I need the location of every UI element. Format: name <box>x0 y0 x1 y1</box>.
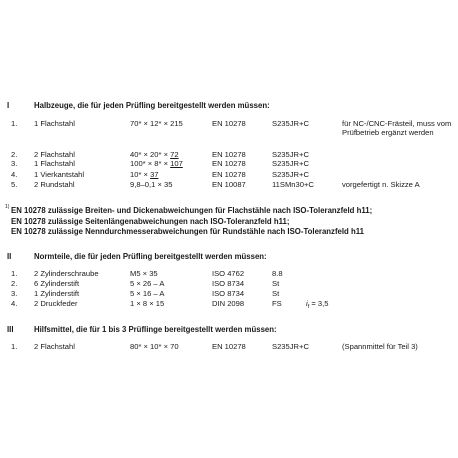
s1-row-1-note: für NC-/CNC-Frästeil, muss vom Prüfbetrieb ergänzt werden <box>342 119 452 137</box>
s3-row-1-dimension: 80* × 10* × 70 <box>130 342 179 351</box>
s1-row-4-item: 1 Vierkantstahl <box>34 170 85 179</box>
s1-row-5-note: vorgefertigt n. Skizze A <box>342 180 420 189</box>
s1-row-2-item: 2 Flachstahl <box>34 150 75 159</box>
s2-row-4-norm: DIN 2098 <box>212 299 245 308</box>
s2-row-4-spring-ratio: $i_f = 3,5$ <box>306 299 329 310</box>
s1-row-3-num: 3. <box>11 159 18 168</box>
s1-row-3-norm: EN 10278 <box>212 159 246 168</box>
s3-row-1-note: (Spannmittel für Teil 3) <box>342 342 418 351</box>
s1-row-5-material: 11SMn30+C <box>272 180 314 189</box>
s1-row-3-material: S235JR+C <box>272 159 309 168</box>
s2-row-1-material: 8.8 <box>272 269 283 278</box>
s2-row-3-item: 1 Zylinderstift <box>34 289 80 298</box>
s2-row-2-item: 6 Zylinderstift <box>34 279 80 288</box>
s1-row-3-item: 1 Flachstahl <box>34 159 75 168</box>
s1-row-4-material: S235JR+C <box>272 170 309 179</box>
s1-row-4-num: 4. <box>11 170 18 179</box>
s1-row-3-dimension: 100* × 8* × 107 <box>130 159 183 168</box>
s1-row-1-dimension: 70* × 12* × 215 <box>130 119 183 128</box>
s1-row-5-norm: EN 10087 <box>212 180 246 189</box>
section-1-roman: I <box>7 101 10 110</box>
s3-row-1-item: 2 Flachstahl <box>34 342 75 351</box>
section-3-heading: Hilfsmittel, die für 1 bis 3 Prüflinge bereitgestellt werden müssen: <box>34 325 277 334</box>
footnote-line-2: EN 10278 zulässige Seitenlängenabweichungen nach ISO-Toleranzfeld h11; <box>11 217 290 226</box>
s2-row-4-item: 2 Druckfeder <box>34 299 78 308</box>
s2-row-3-num: 3. <box>11 289 18 298</box>
s2-row-2-material: St <box>272 279 280 288</box>
s2-row-3-dimension: 5 × 16 – A <box>130 289 165 298</box>
s2-row-2-norm: ISO 8734 <box>212 279 245 288</box>
s1-row-5-dimension: 9,8–0,1 × 35 <box>130 180 173 189</box>
s2-row-1-item: 2 Zylinderschraube <box>34 269 99 278</box>
s2-row-2-dimension: 5 × 26 – A <box>130 279 165 288</box>
s1-row-1-item: 1 Flachstahl <box>34 119 75 128</box>
section-2-roman: II <box>7 252 12 261</box>
s1-row-2-num: 2. <box>11 150 18 159</box>
section-2-heading: Normteile, die für jeden Prüfling bereitgestellt werden müssen: <box>34 252 267 261</box>
s1-row-4-norm: EN 10278 <box>212 170 246 179</box>
s2-row-1-norm: ISO 4762 <box>212 269 245 278</box>
s2-row-2-num: 2. <box>11 279 18 288</box>
s2-row-1-num: 1. <box>11 269 18 278</box>
s3-row-1-num: 1. <box>11 342 18 351</box>
s2-row-1-dimension: M5 × 35 <box>130 269 158 278</box>
footnote-line-3: EN 10278 zulässige Nenndurchmesserabweichungen für Rundstähle nach ISO-Toleranzfeld h11 <box>11 227 364 236</box>
s1-row-2-material: S235JR+C <box>272 150 309 159</box>
s1-row-2-norm: EN 10278 <box>212 150 246 159</box>
s1-row-5-item: 2 Rundstahl <box>34 180 75 189</box>
footnote-mark: 1) <box>5 204 10 210</box>
section-3-roman: III <box>7 325 14 334</box>
s3-row-1-material: S235JR+C <box>272 342 309 351</box>
s3-row-1-norm: EN 10278 <box>212 342 246 351</box>
s1-row-5-num: 5. <box>11 180 18 189</box>
footnote-line-1: EN 10278 zulässige Breiten- und Dickenabweichungen für Flachstähle nach ISO-Toleranzfeld h11; <box>11 206 373 215</box>
s2-row-4-num: 4. <box>11 299 18 308</box>
s2-row-3-material: St <box>272 289 280 298</box>
s1-row-4-dimension: 10* × 37 <box>130 170 159 179</box>
s1-row-1-material: S235JR+C <box>272 119 309 128</box>
s1-row-1-num: 1. <box>11 119 18 128</box>
s1-row-2-dimension: 40* × 20* × 72 <box>130 150 179 159</box>
section-1-heading: Halbzeuge, die für jeden Prüfling bereitgestellt werden müssen: <box>34 101 270 110</box>
s2-row-3-norm: ISO 8734 <box>212 289 245 298</box>
s1-row-1-norm: EN 10278 <box>212 119 246 128</box>
s2-row-4-material: FS <box>272 299 282 308</box>
s2-row-4-dimension: 1 × 8 × 15 <box>130 299 165 308</box>
